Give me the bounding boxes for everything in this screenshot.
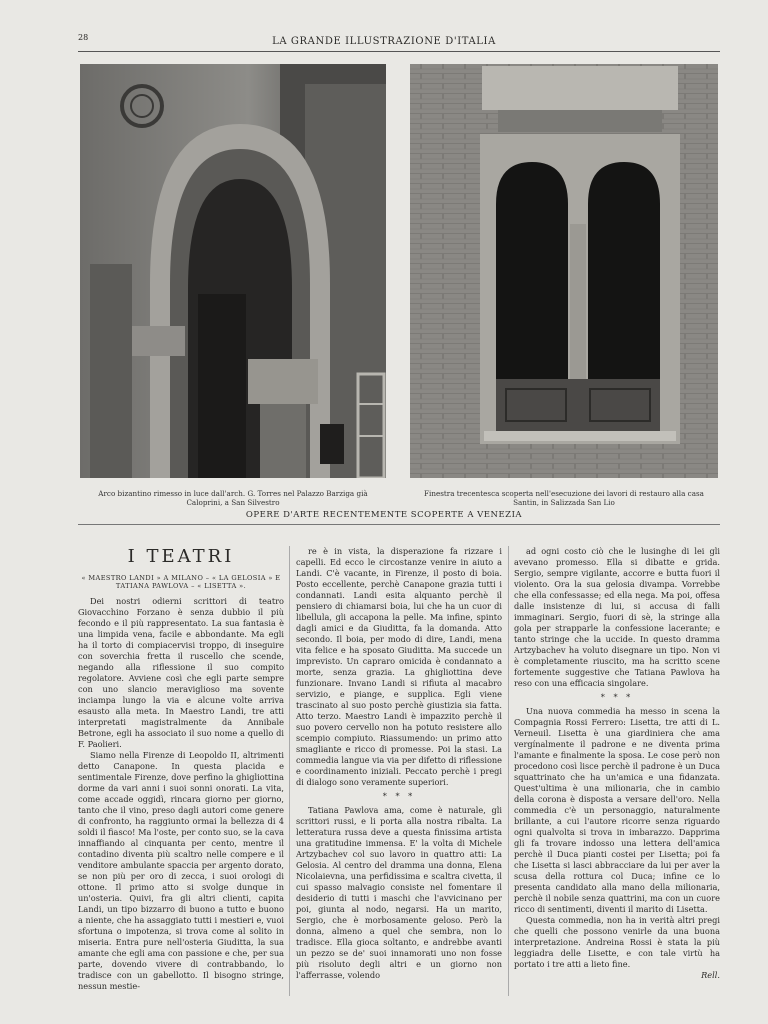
page-number: 28 bbox=[78, 33, 89, 42]
article-column-2 bbox=[296, 546, 502, 1006]
section-caption: OPERE D'ARTE RECENTEMENTE SCOPERTE A VENEZIA bbox=[245, 510, 523, 520]
running-title: LA GRANDE ILLUSTRAZIONE D'ITALIA bbox=[272, 36, 496, 47]
column-rule bbox=[289, 546, 290, 996]
article-title: I TEATRI bbox=[127, 546, 235, 567]
paragraph: Siamo nella Firenze di Leopoldo II, altrimenti detto Canapone. In questa placida e sentimentale Firenze, dove perfino la ghigliottina dorme da vari anni i suoi sonni onorati. La vita, come accade oggidì, rincara giorno per giorno, tanto che il vino, preso dagli autori come genere di confronto, ha raggiunto ormai la bellezza di 4 soldi il fiasco! Ma l'oste, per conto suo, se la cava innaffiando al cinquanta per cento, mentre il contadino diventa più scaltro nelle compere e il venditore ambulante spaccia per argento dorato, se non più per oro di zecca, i suoi orologi di ottone. Il primo atto si svolge dunque in un'osteria. Quivi, fra gli altri clienti, capita Landi, un tipo bizzarro di buono a tutto e buono a niente, che ha assaggiato tutti i mestieri e, vuoi sfortuna o impotenza, si trova come al solito in miseria. Entra pure nell'osteria Giuditta, la sua amante che egli ama con passione e che, per sua parte, dovendo vivere di contrabbando, lo tradisce con un gabellotto. Il bisogno stringe, nessun mestie- bbox=[78, 750, 284, 991]
photo-byzantine-arch bbox=[80, 64, 386, 478]
paragraph: Una nuova commedia ha messo in scena la Compagnia Rossi Ferrero: Lisetta, tre atti di L. Verneuil. Lisetta è una giardiniera che ama vergínalmente il padrone e ne diventa prima l'amante e finalmente la sposa. Le cose però non procedono così lisce perchè il padrone è un Duca squattrinato che ha un'amica e una fidanzata. Quest'ultima è una milionaria, che in cambio della corona è disposta a versare dell'oro. Nella commedia c'è un personaggio, naturalmente brillante, a cui l'autore ricorre senza riguardo ogni qualvolta si trova in imbarazzo. Dapprima gli fa trovare indosso una lettera dell'amica perchè il Duca pianti costei per Lisetta; poi fa che Lisetta si lasci abbracciare da lui per aver la scusa della rottura col Duca; infine ce lo presenta candidato alla mano della milionaria, perchè il nobile senza quattrini, ma con un cuore ricco di sentimenti, diventi il marito di Lisetta. bbox=[514, 706, 720, 914]
article-column-1 bbox=[78, 546, 284, 1006]
section-separator: * * * bbox=[600, 692, 634, 702]
article-column-3 bbox=[514, 546, 720, 1006]
section-separator: * * * bbox=[382, 791, 416, 801]
caption-right: Finestra trecentesca scoperta nell'esecuzione dei lavori di restauro alla casa Santin, in Salizzada San Lio bbox=[424, 489, 704, 507]
column-rule bbox=[508, 546, 509, 996]
arch-illustration bbox=[80, 64, 386, 478]
author-signature: Rell. bbox=[701, 970, 720, 980]
photo-gothic-window bbox=[410, 64, 718, 478]
paragraph: ad ogni costo ciò che le lusinghe di lei gli avevano promesso. Ella si dibatte e grida. Sergio, sempre vigilante, accorre e butta fuori il violento. Ora la sua gelosia divampa. Vorrebbe che ella confessasse; ed ella nega. Ma poi, offesa dalle insistenze di lui, si accusa di falli immaginari. Sergio, fuori di sè, la stringe alla gola per strapparle la confessione lacerante; e tanto stringe che la uccide. In questo dramma Artzybachev ha voluto disegnare un tipo. Non vi è completamente riuscito, ma ha scritto scene fortemente suggestive che Tatiana Pawlova ha reso con una efficacia singolare. bbox=[514, 546, 720, 688]
article-subtitle: « MAESTRO LANDI » A MILANO – « LA GELOSIA » E TATIANA PAWLOVA – « LISETTA ». bbox=[81, 574, 281, 590]
header-rule bbox=[78, 51, 720, 52]
paragraph: re è in vista, la disperazione fa rizzare i capelli. Ed ecco le circostanze venire in aiuto a Landi. C'è vacante, in Firenze, il posto di boia. Posto eccellente, perchè Canapone grazia tutti i condannati. Landi esita alquanto perchè il pensiero di chiamarsi boia, lui che ha un cuor di libellula, gli accapona la pelle. Ma infine, spinto dagli amici e da Giuditta, fa la domanda. Atto secondo. Il boia, per modo di dire, Landi, mena vita felice e ha sposato Giuditta. Ma succede un imprevisto. Un capraro omicida è condannato a morte, senza grazia. La ghigliottina deve funzionare. Invano Landi si rifiuta al macabro servizio, e piange, e supplica. Egli viene trascinato al suo posto perchè giustizia sia fatta. Atto terzo. Maestro Landi è impazzito perchè il suo povero cervello non ha potuto resistere allo scempio compiuto. Riassumendo: un primo atto smagliante e ricco di promesse. Poi la stasi. La commedia langue via via per difetto di riflessione e coordinamento iniziali. Peccato perchè i pregi di dialogo sono veramente superiori. bbox=[296, 546, 502, 787]
section-rule bbox=[78, 524, 720, 525]
caption-left: Arco bizantino rimesso in luce dall'arch. G. Torres nel Palazzo Barziga già Caloprini, a San Silvestro bbox=[98, 489, 368, 507]
paragraph: Questa commedia, non ha in verità altri pregi che quelli che possono venirle da una buona interpretazione. Andreina Rossi è stata la più leggiadra delle Lisette, e con tale virtù ha portato i tre atti a lieto fine. bbox=[514, 915, 720, 969]
paragraph: Tatiana Pawlova ama, come è naturale, gli scrittori russi, e li porta alla nostra ribalta. La letteratura russa deve a questa finissima artista una gratitudine immensa. E' la volta di Michele Artzybachev col suo lavoro in quattro atti: La Gelosia. Al centro del dramma una donna, Elena Nicolaievna, una perfidissima e scaltra civetta, il cui spasso malvagio consiste nel fomentare il desiderio di tutti i maschi che l'avvicinano per poi, giunta al nodo, negarsi. Ha un marito, Sergio, che è morbosamente geloso. Però la donna, almeno a quel che sembra, non lo tradisce. Ella gioca soltanto, e andrebbe avanti un pezzo se de' suoi innamorati uno non fosse più risoluto degli altri e un giorno non l'afferrasse, volendo bbox=[296, 805, 502, 980]
window-illustration bbox=[410, 64, 718, 478]
paragraph: Dei nostri odierni scrittori di teatro Giovacchino Forzano è senza dubbio il più fecondo e il più rappresentato. La sua fantasia è una limpida vena, facile e abbondante. Ma egli ha il torto di compiacervisi troppo, di inseguire con soverchia fretta il ruscello che scende, negando alla riflessione il suo compito regolatore. Avviene così che egli parte sempre con uno slancio meraviglioso ma sovente inciampa lungo la via e alcune volte arriva esausto alla meta. In Maestro Landi, tre atti interpretati magistralmente da Annibale Betrone, egli ha associato il suo nome a quello di F. Paolieri. bbox=[78, 596, 284, 749]
